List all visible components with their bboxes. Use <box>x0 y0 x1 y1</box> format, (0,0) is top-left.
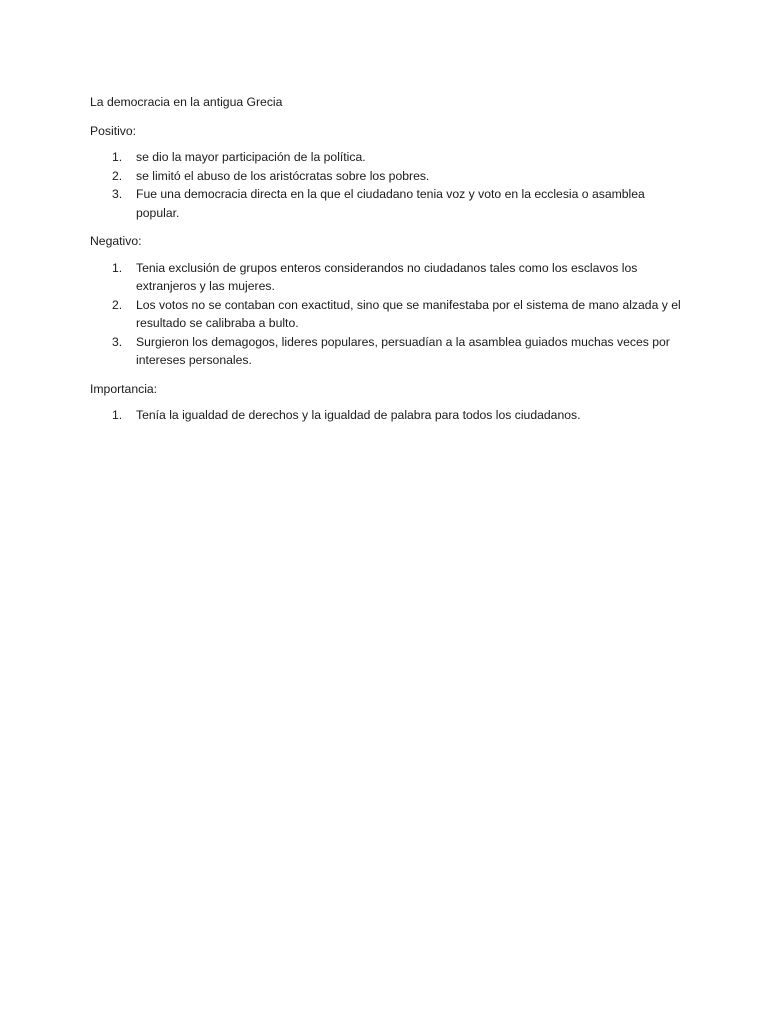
section-heading-importancia: Importancia: <box>90 381 158 396</box>
document-title: La democracia en la antigua Grecia <box>90 95 283 109</box>
list-text: Surgieron los demagogos, lideres populares, persuadían a la asamblea guiados muchas veces por intereses personales. <box>136 334 670 367</box>
list-item <box>90 406 690 425</box>
list-number: 1. <box>112 408 123 422</box>
list-text: Los votos no se contaban con exactitud, sino que se manifestaba por el sistema de mano alzada y el resultado se calibraba a bulto. <box>136 297 681 330</box>
list-number: 2. <box>112 168 123 183</box>
list-item <box>90 167 690 186</box>
list-item <box>90 333 690 370</box>
list-item <box>90 185 690 222</box>
list-number: 3. <box>112 187 123 201</box>
list-number: 3. <box>112 334 123 349</box>
importancia-list <box>90 406 690 425</box>
list-item <box>90 259 690 296</box>
list-number: 1. <box>112 260 123 275</box>
list-text: Tenia exclusión de grupos enteros considerandos no ciudadanos tales como los esclavos los extranjeros y las mujeres. <box>136 260 638 293</box>
positivo-list <box>90 148 690 222</box>
section-heading-negativo: Negativo: <box>90 234 142 248</box>
list-text: Fue una democracia directa en la que el ciudadano tenia voz y voto en la ecclesia o asamblea popular. <box>136 187 645 220</box>
section-heading-positivo: Positivo: <box>90 123 137 138</box>
negativo-list <box>90 259 690 370</box>
document-body <box>90 93 690 435</box>
list-text: se limitó el abuso de los aristócratas sobre los pobres. <box>136 168 430 183</box>
list-number: 2. <box>112 297 123 312</box>
list-text: Tenía la igualdad de derechos y la igualdad de palabra para todos los ciudadanos. <box>136 408 581 422</box>
list-item <box>90 296 690 333</box>
list-number: 1. <box>112 150 123 164</box>
list-item <box>90 148 690 167</box>
list-text: se dio la mayor participación de la política. <box>136 150 366 164</box>
